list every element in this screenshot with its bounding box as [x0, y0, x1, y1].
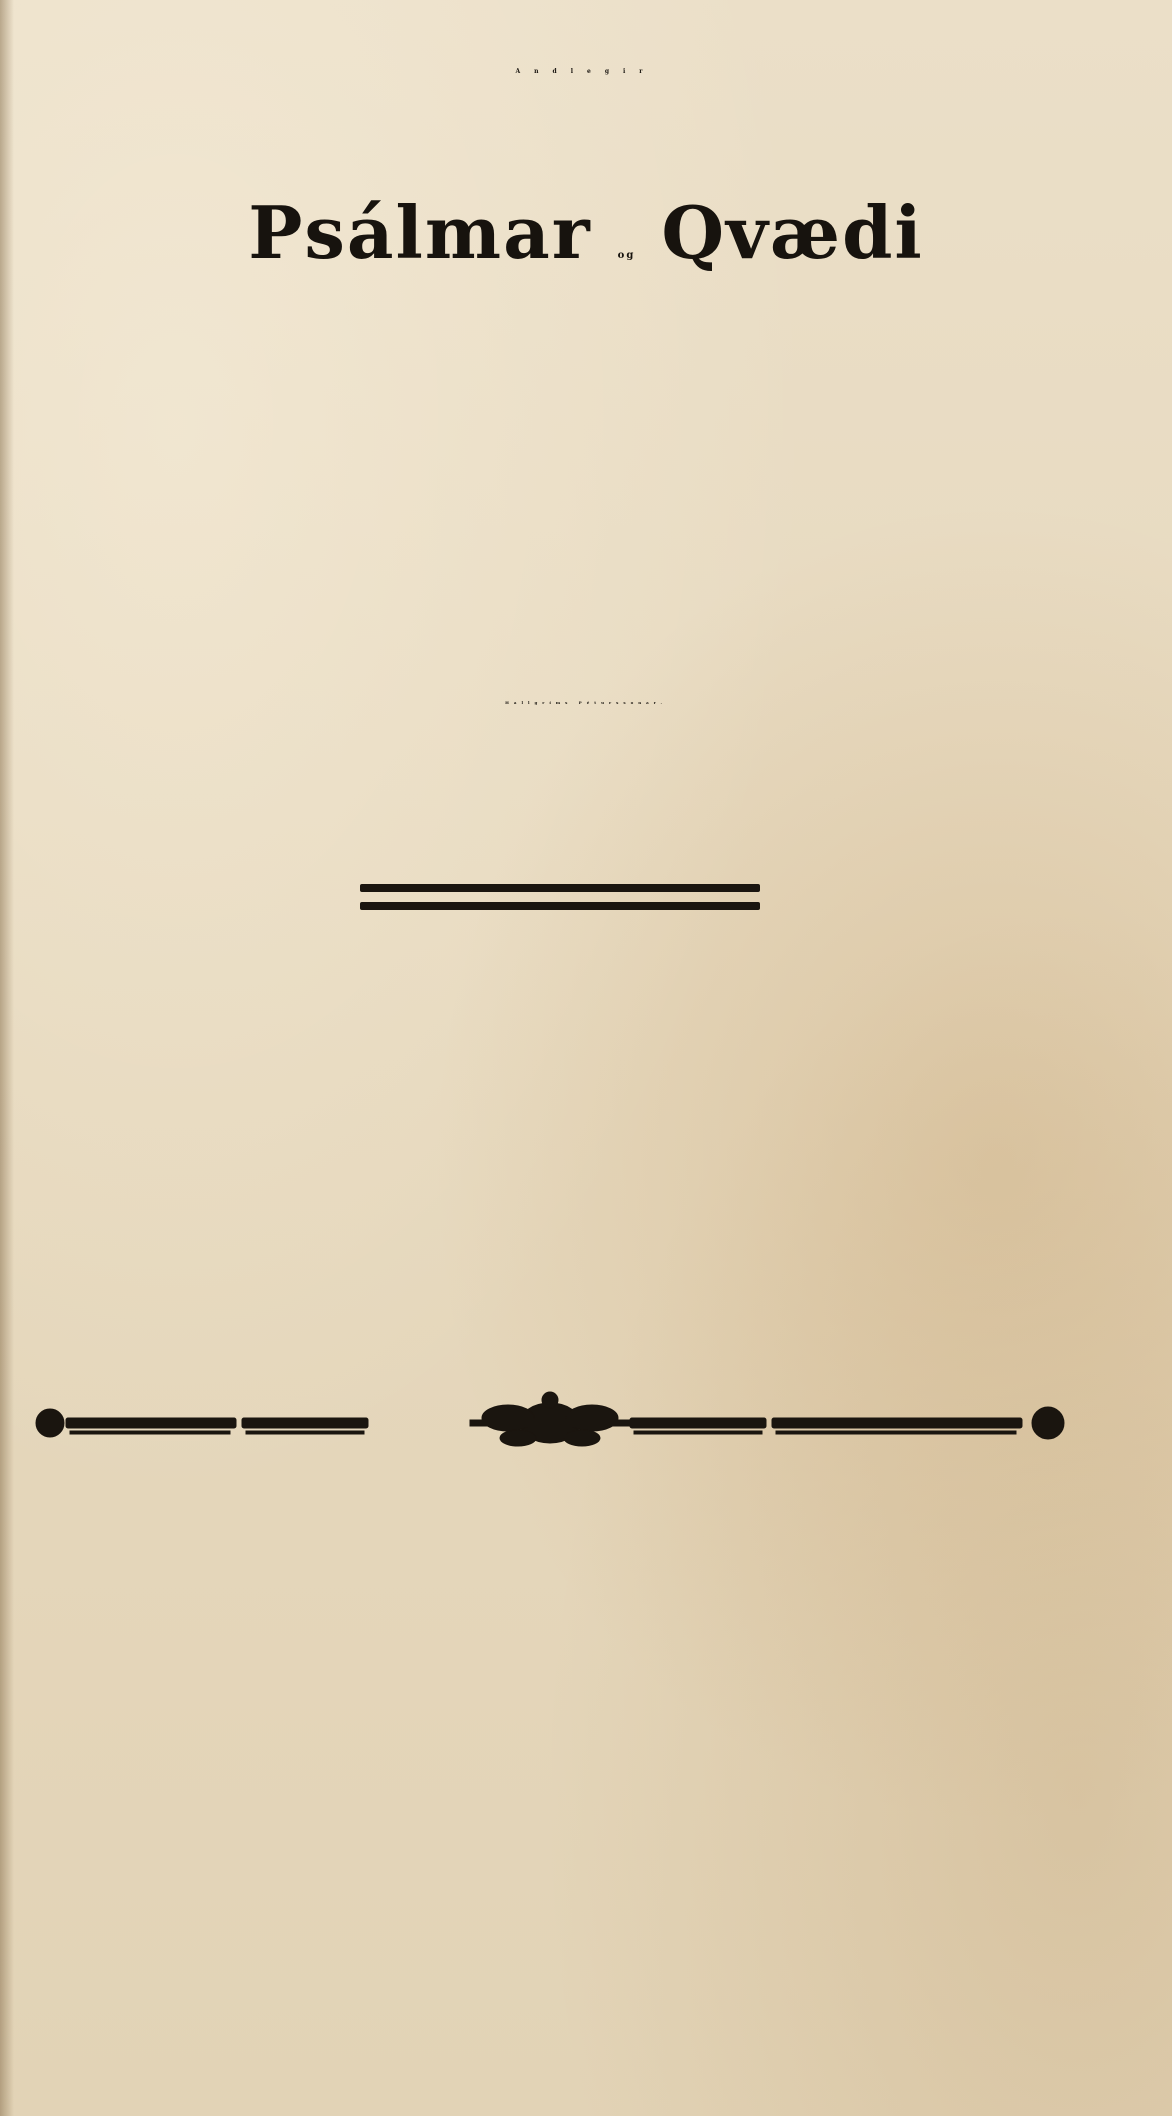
main-title-psalmar: Psálmar — [248, 190, 592, 275]
main-title-qvaedi: Qvædi — [661, 190, 924, 275]
main-title — [0, 190, 1172, 275]
double-rule-top — [360, 884, 760, 892]
ornament-left-flourish — [36, 1409, 64, 1437]
ornament-center-floral — [470, 1392, 630, 1446]
title-line-andlegir: Andlegir — [515, 68, 657, 75]
double-rule-bottom — [360, 902, 760, 910]
ornamental-divider — [30, 1388, 1070, 1458]
main-title-og: og — [617, 250, 636, 261]
ornament-right-flourish — [1032, 1407, 1064, 1439]
author-name: Hallgríms Péturssonar. — [505, 700, 667, 705]
